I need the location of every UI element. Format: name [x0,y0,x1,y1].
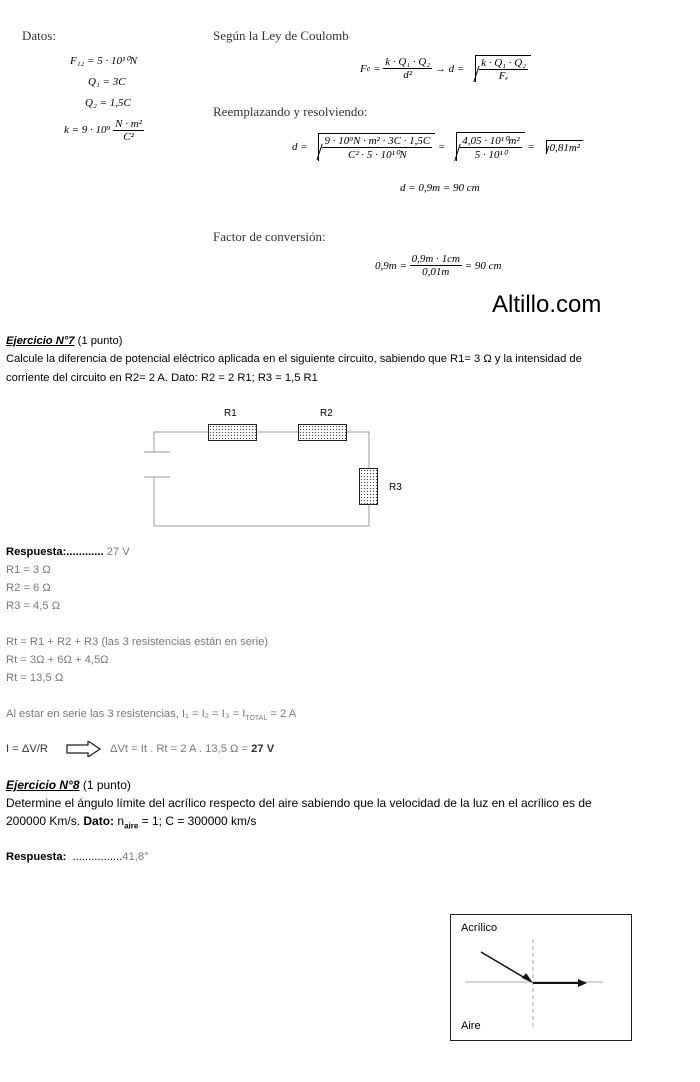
ej7-line-r3: R3 = 4,5 Ω [6,600,61,612]
datos-k [64,118,144,143]
resistor-r2 [298,424,347,441]
double-arrow-icon [66,741,102,757]
diagram-label-aire: Aire [461,1020,481,1032]
label-r1: R1 [224,408,237,419]
diagram-label-acrilico: Acrílico [461,922,498,934]
ej7-line-rt1: Rt = R1 + R2 + R3 (las 3 resistencias están en serie) [6,636,269,648]
ej7-line-current [6,706,296,727]
reemplazando-eq1: = [435,140,449,153]
coulomb-fe-sub: e [366,64,371,73]
ej7-answer-value: 27 V [103,546,130,558]
resistor-r1 [208,424,257,441]
datos-f12: F₁₂ = 5 · 10¹⁰N [70,55,138,67]
watermark-logo: Altillo.com [492,291,602,318]
coulomb-root-den: Fₑ [498,70,509,82]
circuit-diagram [140,405,400,530]
datos-k-lhs: k = 9 · 10⁹ [64,124,111,137]
datos-k-num: N · m² [115,118,142,130]
resistor-r3 [359,468,378,505]
label-r2: R2 [320,408,333,419]
datos-q1: Q₁ = 3C [88,76,126,88]
ej8-answer [6,849,149,865]
ej7-current-sub: TOTAL [245,715,268,723]
ej8-answer-label: Respuesta: [6,851,67,863]
reemplazando-title: Reemplazando y resolviendo: [213,104,368,119]
ej8-text2b: n [114,814,125,828]
refraction-diagram [450,914,632,1041]
datos-k-den: C² [123,131,134,143]
incident-ray [481,952,530,981]
datos-title: Datos: [22,28,56,43]
ej8-text2-sub: aire [124,821,139,831]
coulomb-arrow: → d = [432,62,468,75]
ej7-line-rt2: Rt = 3Ω + 6Ω + 4,5Ω [6,654,109,666]
conversion-title: Factor de conversión: [213,229,326,244]
coulomb-num: k · Q₁ · Q₂ [385,56,431,68]
ej8-statement-1: Determine el ángulo límite del acrílico respecto del aire sabiendo que la velocidad de la luz en el acrílico es de [6,796,592,810]
conversion-formula [375,253,501,278]
ej7-line-rt3: Rt = 13,5 Ω [6,672,64,684]
conversion-den: 0,01m [422,266,450,278]
ej8-text2a: 200000 Km/s. [6,814,84,828]
coulomb-root-num: k · Q₁ · Q₂ [481,57,527,69]
ej7-voltage-calc: ΔVt = It . Rt = 2 A . 13,5 Ω = [109,743,252,755]
ej8-points: (1 punto) [79,778,131,792]
ej7-statement-2: corriente del circuito en R2= 2 A. Dato: R2 = 2 R1; R3 = 1,5 R1 [6,372,318,384]
reemplazando-num2: 4,05 · 10¹⁰m² [462,135,520,147]
datos-q2: Q₂ = 1,5C [85,97,131,109]
ej7-ohm-law: I = ΔV/R [6,743,48,755]
ej7-line-r2: R2 = 6 Ω [6,582,51,594]
ej7-current-end: = 2 A [267,708,297,720]
ej7-heading [6,333,122,349]
reemplazando-num1: 9 · 10⁹N · m² · 3C · 1,5C [324,134,431,147]
coulomb-den: d² [403,69,413,81]
reemplazando-den1: C² · 5 · 10¹⁰N [348,148,407,161]
ej7-line-r1: R1 = 3 Ω [6,564,51,576]
reemplazando-root3: 0,81m² [549,141,581,154]
ej7-answer-label: Respuesta:............ [6,546,104,558]
ej7-answer [6,544,130,560]
coulomb-eq: = [370,62,384,75]
ej7-voltage-result: 27 V [251,743,275,755]
reemplazando-formula [292,132,583,161]
ej8-answer-dots: ................ [66,851,123,863]
coulomb-fe: F [360,62,367,75]
coulomb-title: Según la Ley de Coulomb [213,28,349,43]
ej8-answer-value: 41,8° [122,851,149,863]
reemplazando-eq2: = [524,140,538,153]
label-r3: R3 [389,482,402,493]
ej8-statement-2 [6,813,256,834]
conversion-rhs: = 90 cm [461,259,502,272]
ej8-dato: Dato: [83,814,115,828]
ej8-heading [6,777,131,793]
ej8-text2c: = 1; C = 300000 km/s [138,814,257,828]
ej7-title: Ejercicio N°7 [6,335,75,347]
conversion-num: 0,9m · 1cm [411,253,460,265]
ej7-statement-1: Calcule la diferencia de potencial eléctrico aplicada en el siguiente circuito, sabiendo que R1= 3 Ω y la intensidad de [6,353,582,365]
coulomb-formula [360,55,531,82]
reemplazando-result: d = 0,9m = 90 cm [400,182,480,194]
ej7-line-voltage [6,741,274,757]
ej7-points: (1 punto) [74,335,123,347]
ej8-title: Ejercicio N°8 [6,778,80,792]
reemplazando-den2: 5 · 10¹⁰ [474,149,508,161]
conversion-lhs: 0,9m = [375,259,410,272]
ej7-current-text: Al estar en serie las 3 resistencias, I₁ = I₂ = I₃ = I [6,708,246,720]
reemplazando-d: d = [292,140,311,153]
